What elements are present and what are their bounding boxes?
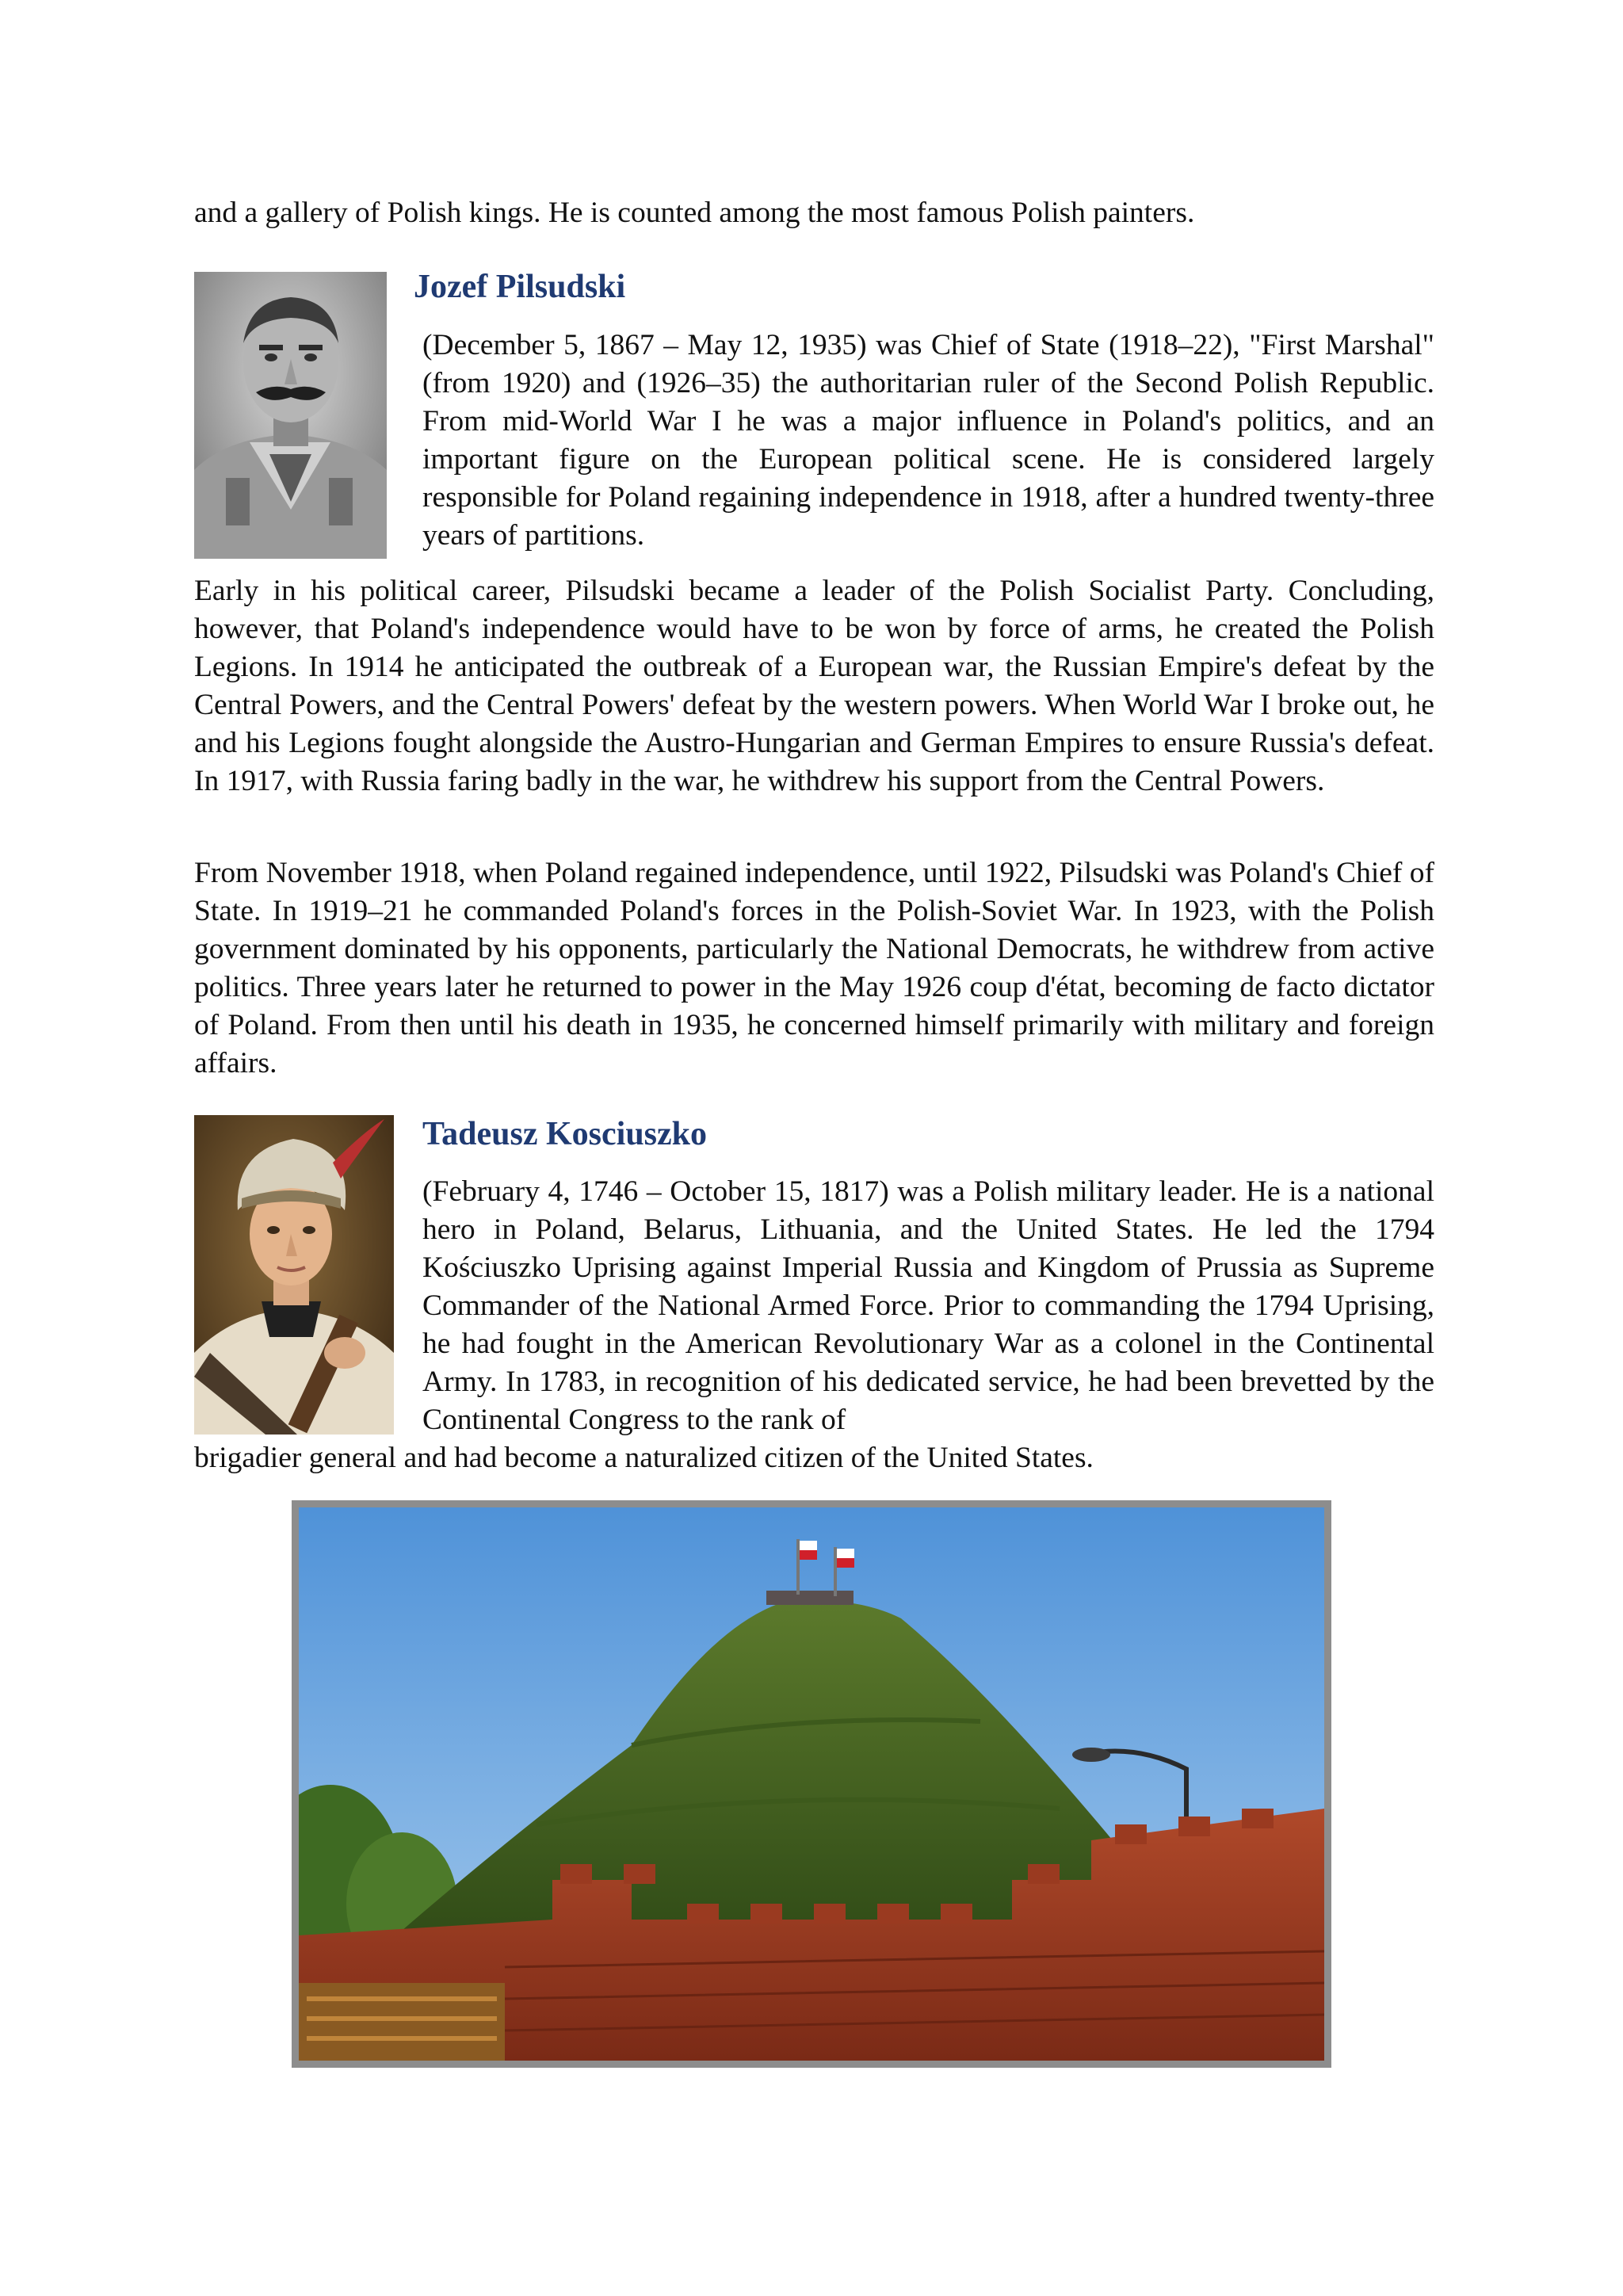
kosciuszko-mound-photo <box>292 1500 1331 2068</box>
pilsudski-paragraph-2: From November 1918, when Poland regained independence, until 1922, Pilsudski was Poland's Chief of State. In 1919–21 he commanded Poland's forces in the Polish-Soviet War. In 1923, with the Polish government dominated by his opponents, particularly the National Democrats, he withdrew from active politics. Three years later he returned to power in the May 1926 coup d'état, becoming de facto dictator of Poland. From then until his death in 1935, he concerned himself primarily with military and foreign affairs. <box>194 857 1434 1079</box>
intro-paragraph: and a gallery of Polish kings. He is counted among the most famous Polish painters. <box>194 197 1195 229</box>
pilsudski-heading: Jozef Pilsudski <box>414 269 626 305</box>
pilsudski-portrait <box>194 272 387 559</box>
kosciuszko-portrait <box>194 1115 394 1435</box>
kosciuszko-bio-continued: brigadier general and had become a naturalized citizen of the United States. <box>194 1442 1094 1474</box>
kosciuszko-heading: Tadeusz Kosciuszko <box>422 1116 708 1152</box>
pilsudski-paragraph-1: Early in his political career, Pilsudski became a leader of the Polish Socialist Party. Concluding, however, that Poland's independence would have to be won by force of arms, he created the Polish Legions. In 1914 he anticipated the outbreak of a European war, the Russian Empire's defeat by the Central Powers, and the Central Powers' defeat by the western powers. When World War I broke out, he and his Legions fought alongside the Austro-Hungarian and German Empires to ensure Russia's defeat. In 1917, with Russia faring badly in the war, he withdrew his support from the Central Powers. <box>194 575 1434 797</box>
pilsudski-bio: (December 5, 1867 – May 12, 1935) was Chief of State (1918–22), "First Marshal" (from 1920) and (1926–35) the authoritarian ruler of the Second Polish Republic. From mid-World War I he was a major influence in Poland's politics, and an important figure on the European political scene. He is considered largely responsible for Poland regaining independence in 1918, after a hundred twenty-three years of partitions. <box>422 329 1434 552</box>
kosciuszko-bio: (February 4, 1746 – October 15, 1817) was a Polish military leader. He is a national hero in Poland, Belarus, Lithuania, and the United States. He led the 1794 Kościuszko Uprising against Imperial Russia and Kingdom of Prussia as Supreme Commander of the National Armed Force. Prior to commanding the 1794 Uprising, he had fought in the American Revolutionary War as a colonel in the Continental Army. In 1783, in recognition of his dedicated service, he had been brevetted by the Continental Congress to the rank of <box>422 1175 1434 1436</box>
